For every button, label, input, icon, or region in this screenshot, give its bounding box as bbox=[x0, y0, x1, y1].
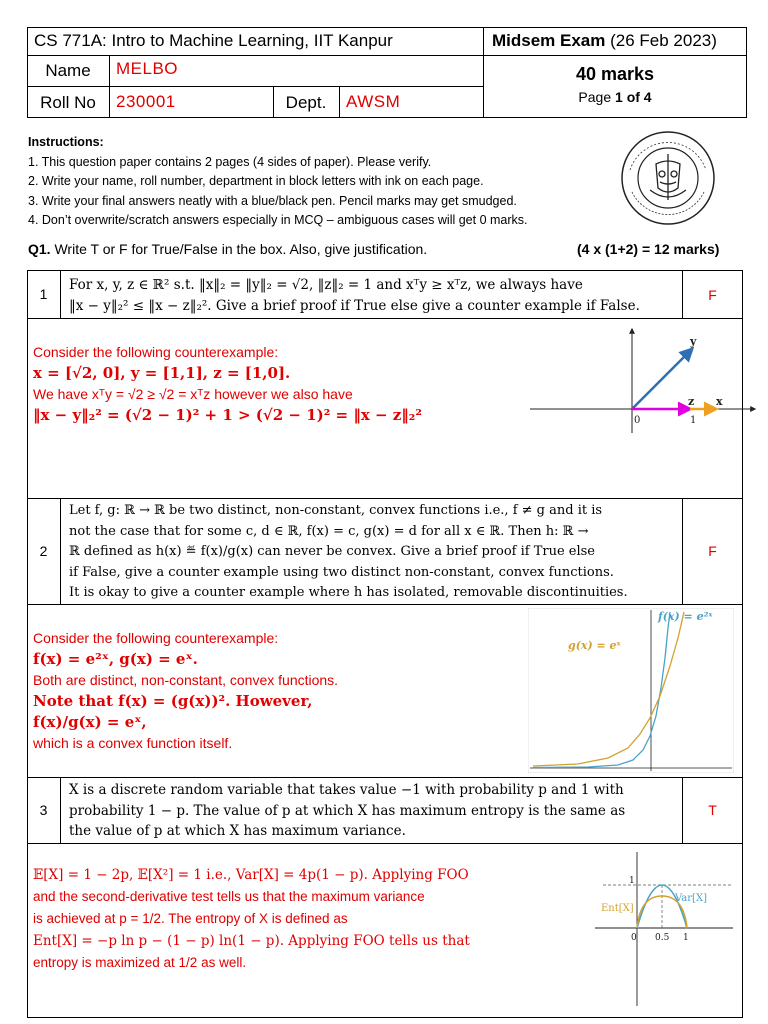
col-divider bbox=[60, 498, 61, 604]
question-line: For x, y, z ∈ ℝ² s.t. ‖x‖₂ = ‖y‖₂ = √2, ‖z‖₂ = 1 and xᵀy ≥ xᵀz, we always have bbox=[69, 277, 583, 293]
header-divider bbox=[109, 55, 110, 118]
question-line: if False, give a counter example using two distinct non-constant, convex functions. bbox=[69, 564, 614, 580]
g-curve-label: g(x) = eˣ bbox=[568, 639, 621, 652]
solution-line: Both are distinct, non-constant, convex functions. bbox=[33, 672, 339, 688]
row-divider bbox=[27, 777, 743, 778]
solution-line: f(x) = e²ˣ, g(x) = eˣ. bbox=[33, 650, 198, 668]
question-line: ‖x − y‖₂² ≤ ‖x − z‖₂². Give a brief proof if True else give a counter example if False. bbox=[69, 297, 640, 314]
axis-origin-label: 0 bbox=[634, 415, 641, 426]
vector-figure bbox=[530, 325, 760, 435]
instructions-heading: Instructions: bbox=[28, 135, 104, 149]
answer-box-value[interactable]: F bbox=[708, 543, 717, 559]
fig3-origin: 0 bbox=[631, 933, 637, 943]
question-line: ℝ defined as h(x) ≝ f(x)/g(x) can never be convex. Give a brief proof if True else bbox=[69, 544, 596, 559]
answer-box-value[interactable]: F bbox=[708, 287, 717, 303]
solution-line: 𝔼[X] = 1 − 2p, 𝔼[X²] = 1 i.e., Var[X] = 4p(1 − p). Applying FOO bbox=[33, 867, 469, 883]
exam-date: (26 Feb 2023) bbox=[610, 31, 717, 50]
f-curve-label: f(x) = e²ˣ bbox=[658, 610, 713, 623]
question-line: Let f, g: ℝ → ℝ be two distinct, non-constant, convex functions i.e., f ≠ g and it is bbox=[69, 503, 603, 518]
solution-line: ‖x − y‖₂² = (√2 − 1)² + 1 > (√2 − 1)² = ‖x − z‖₂² bbox=[33, 406, 422, 424]
page-prefix: Page bbox=[578, 89, 612, 105]
vector-z-label: z bbox=[688, 395, 695, 408]
total-marks: 40 marks bbox=[575, 64, 655, 84]
fig3-y-one: 1 bbox=[629, 876, 635, 886]
header-divider bbox=[339, 86, 340, 118]
solution-text bbox=[33, 864, 593, 974]
solution-line: x = [√2, 0], y = [1,1], z = [1,0]. bbox=[33, 364, 291, 382]
question-number: 2 bbox=[39, 543, 48, 559]
answer-box-value[interactable]: T bbox=[708, 802, 717, 818]
solution-line: entropy is maximized at 1/2 as well. bbox=[33, 955, 247, 970]
dept-label: Dept. bbox=[285, 93, 327, 112]
page-total: 4 bbox=[643, 89, 652, 105]
question-text bbox=[69, 275, 679, 316]
question-line: It is okay to give a counter example where h has isolated, removable discontinuities. bbox=[69, 585, 628, 600]
solution-line: which is a convex function itself. bbox=[33, 735, 233, 751]
q1-label: Q1. bbox=[28, 241, 51, 257]
question-line: the value of p at which X has maximum variance. bbox=[69, 823, 406, 839]
col-divider bbox=[60, 777, 61, 843]
dept-value: AWSM bbox=[346, 92, 401, 111]
exam-name: Midsem Exam bbox=[492, 31, 606, 50]
var-ent-figure bbox=[595, 848, 735, 1010]
question-line: not the case that for some c, d ∈ ℝ, f(x) = c, g(x) = d for all x ∈ ℝ. Then h: ℝ → bbox=[69, 523, 589, 539]
instruction-item: 2. Write your name, roll number, department in block letters with ink on each page. bbox=[28, 174, 484, 188]
fig3-half: 0.5 bbox=[655, 933, 670, 943]
name-label: Name bbox=[45, 61, 91, 80]
axis-one-label: 1 bbox=[690, 415, 697, 426]
question-number: 3 bbox=[39, 802, 48, 818]
page-indicator bbox=[483, 89, 747, 105]
row-divider bbox=[27, 318, 743, 319]
name-value: MELBO bbox=[116, 59, 179, 78]
instructions bbox=[28, 133, 628, 231]
question-number: 1 bbox=[39, 286, 48, 302]
instruction-item: 4. Don’t overwrite/scratch answers especially in MCQ – ambiguous cases will get 0 marks. bbox=[28, 213, 528, 227]
row-divider bbox=[27, 843, 743, 844]
vector-y-label: y bbox=[690, 335, 697, 348]
exp-curve-figure bbox=[528, 608, 734, 773]
header-divider bbox=[27, 86, 483, 87]
instruction-item: 3. Write your final answers neatly with a blue/black pen. Pencil marks may get smudged. bbox=[28, 193, 517, 208]
solution-line: We have xᵀy = √2 ≥ √2 = xᵀz however we also have bbox=[33, 386, 353, 402]
solution-line: Consider the following counterexample: bbox=[33, 630, 279, 646]
solution-line: Ent[X] = −p ln p − (1 − p) ln(1 − p). Applying FOO tells us that bbox=[33, 933, 470, 949]
solution-text bbox=[33, 342, 523, 426]
question-line: X is a discrete random variable that takes value −1 with probability p and 1 with bbox=[69, 782, 624, 798]
question-line: probability 1 − p. The value of p at which X has maximum entropy is the same as bbox=[69, 802, 626, 819]
instruction-item: 1. This question paper contains 2 pages (4 sides of paper). Please verify. bbox=[28, 154, 432, 169]
q1-heading bbox=[28, 241, 427, 257]
course-title: CS 771A: Intro to Machine Learning, IIT Kanpur bbox=[34, 31, 393, 50]
var-curve-label: Var[X] bbox=[675, 893, 707, 904]
solution-line: and the second-derivative test tells us that the maximum variance bbox=[33, 889, 425, 904]
q1-marks: (4 x (1+2) = 12 marks) bbox=[577, 241, 720, 257]
page-of: of bbox=[626, 89, 640, 105]
col-divider bbox=[60, 270, 61, 318]
iitk-seal-logo bbox=[620, 130, 716, 226]
solution-text bbox=[33, 628, 503, 754]
roll-value: 230001 bbox=[116, 92, 176, 111]
question-text bbox=[69, 780, 681, 842]
ent-curve-label: Ent[X] bbox=[601, 903, 634, 914]
exam-title bbox=[492, 31, 717, 51]
page-number: 1 bbox=[615, 89, 623, 105]
solution-line: Consider the following counterexample: bbox=[33, 344, 279, 360]
q1-instruction: Write T or F for True/False in the box. Also, give justification. bbox=[54, 241, 428, 257]
row-divider bbox=[27, 604, 743, 605]
row-divider bbox=[27, 498, 743, 499]
roll-label: Roll No bbox=[40, 93, 96, 112]
question-text bbox=[69, 501, 681, 604]
vector-x-label: x bbox=[716, 395, 723, 408]
solution-line: is achieved at p = 1/2. The entropy of X is defined as bbox=[33, 911, 348, 926]
solution-line: Note that f(x) = (g(x))². However, bbox=[33, 692, 313, 710]
solution-line: f(x)/g(x) = eˣ, bbox=[33, 713, 147, 731]
header-divider bbox=[27, 55, 747, 56]
fig3-x-one: 1 bbox=[683, 933, 689, 943]
